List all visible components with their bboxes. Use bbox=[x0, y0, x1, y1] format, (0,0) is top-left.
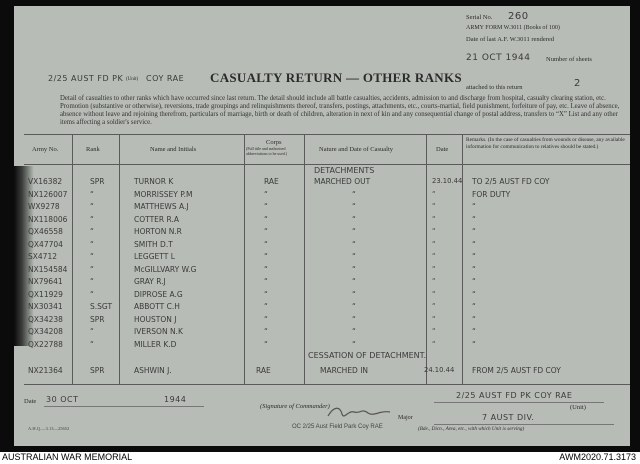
cell-name: MATTHEWS A.J bbox=[134, 202, 189, 211]
cell-remarks: “ bbox=[472, 289, 476, 299]
detachments-heading: DETACHMENTS bbox=[314, 166, 375, 175]
footer-unit-label: (Unit) bbox=[570, 404, 586, 411]
cell-name: McGILLVARY W.G bbox=[134, 264, 197, 274]
footer-division-label: (Bde., Dicn., Area, etc., with which Unit is serving) bbox=[418, 426, 525, 432]
unit-label: (Unit) bbox=[126, 77, 139, 82]
footer-date-label: Date bbox=[24, 398, 37, 405]
cell-remarks: “ bbox=[472, 277, 476, 286]
cessation-name: ASHWIN J. bbox=[134, 366, 172, 375]
cell-date: “ bbox=[432, 277, 436, 285]
col-header-name: Name and Initials bbox=[150, 146, 197, 153]
cell-corps: “ bbox=[264, 289, 268, 299]
cell-name: HORTON N.R bbox=[134, 227, 182, 236]
cell-name: MORRISSEY P.M bbox=[134, 189, 193, 199]
cell-remarks: “ bbox=[472, 252, 476, 261]
army-form-label: ARMY FORM W.3011 (Books of 100) bbox=[466, 25, 560, 31]
cell-army-no: NX154584 bbox=[28, 264, 68, 274]
cell-corps: “ bbox=[264, 202, 268, 211]
cell-date: “ bbox=[432, 339, 436, 348]
last-af-value: 21 OCT 1944 bbox=[466, 53, 531, 63]
cell-army-no: QX46558 bbox=[28, 227, 63, 236]
cell-corps: “ bbox=[264, 302, 268, 311]
col-divider bbox=[462, 134, 463, 384]
cell-nature: “ bbox=[352, 264, 356, 274]
cell-name: LEGGETT L bbox=[134, 252, 175, 261]
cell-army-no: NX79641 bbox=[28, 277, 63, 286]
last-af-label: Date of last A.F. W.3011 rendered bbox=[466, 36, 555, 43]
instructions-text: Detail of casualties to other ranks which have occurred since last return. The detail should include all battle casualties, accidents, admission to and discharge from hospital, casualty clearing station, etc. Promotion (substantive or otherwise), reversions, trade groupings and relinquishments thereof, transfers, postings, attachments, etc., courts-martial, field punishment, forfeiture of pay, etc. Leave of absence, absence without leave and rejoining therefrom, particulars of marriage, birth or death of children, alteration in next of kin and any consequential change of postal address, transfers to “X” List and any other items affecting a soldier's service. bbox=[60, 95, 620, 126]
cell-date: “ bbox=[432, 202, 436, 210]
archive-caption bbox=[0, 452, 640, 464]
casualty-return-form bbox=[14, 6, 630, 446]
cell-nature: “ bbox=[352, 339, 356, 349]
cell-remarks: “ bbox=[472, 314, 476, 324]
cell-army-no: WX9278 bbox=[28, 202, 60, 211]
cell-corps: RAE bbox=[264, 177, 279, 186]
cell-army-no: QX34238 bbox=[28, 314, 63, 324]
cell-nature: “ bbox=[352, 214, 356, 224]
cell-nature: “ bbox=[352, 289, 356, 299]
division-rule bbox=[434, 424, 614, 425]
cell-rank: “ bbox=[90, 339, 94, 349]
cell-rank: “ bbox=[90, 327, 94, 336]
caption-right: AWM2020.71.3173 bbox=[559, 452, 636, 462]
cell-rank: SPR bbox=[90, 314, 105, 324]
cell-rank: “ bbox=[90, 214, 94, 224]
cell-rank: “ bbox=[90, 289, 94, 299]
cell-date: “ bbox=[432, 264, 436, 273]
cell-corps: “ bbox=[264, 227, 268, 236]
cell-army-no: SX4712 bbox=[28, 252, 57, 261]
sheets-label: Number of sheets bbox=[546, 56, 592, 63]
cell-name: HOUSTON J bbox=[134, 314, 177, 324]
cell-remarks: “ bbox=[472, 214, 476, 224]
caption-left: AUSTRALIAN WAR MEMORIAL bbox=[2, 452, 133, 462]
cell-name: TURNOR K bbox=[134, 177, 174, 186]
cell-army-no: NX126007 bbox=[28, 189, 68, 199]
cell-date: 23.10.44 bbox=[432, 177, 463, 185]
cell-nature: “ bbox=[352, 227, 356, 236]
col-header-nature: Nature and Date of Casualty bbox=[319, 146, 394, 153]
cell-nature: “ bbox=[352, 202, 356, 211]
cell-nature: “ bbox=[352, 189, 356, 199]
col-header-date: Date bbox=[436, 146, 449, 153]
cell-date: “ bbox=[432, 189, 436, 198]
col-divider bbox=[72, 134, 73, 384]
cell-remarks: TO 2/5 AUST FD COY bbox=[472, 177, 550, 186]
cell-nature: “ bbox=[352, 314, 356, 324]
cessation-heading: CESSATION OF DETACHMENT. bbox=[308, 351, 427, 360]
cell-remarks: “ bbox=[472, 239, 476, 249]
serial-label: Serial No. bbox=[466, 14, 493, 21]
cell-name: DIPROSE A.G bbox=[134, 289, 183, 299]
cell-rank: “ bbox=[90, 252, 94, 261]
cell-name: COTTER R.A bbox=[134, 214, 179, 224]
cell-remarks: “ bbox=[472, 327, 476, 336]
cell-nature: “ bbox=[352, 239, 356, 249]
cell-date: “ bbox=[432, 314, 436, 323]
cell-rank: “ bbox=[90, 227, 94, 236]
cell-army-no: QX34208 bbox=[28, 327, 63, 336]
unit-stamp: OC 2/25 Aust Field Park Coy RAE bbox=[292, 424, 383, 430]
attached-value: 2 bbox=[574, 78, 581, 89]
cell-corps: “ bbox=[264, 239, 268, 249]
unit-prefix: 2/25 AUST FD PK bbox=[48, 74, 124, 83]
cell-date: “ bbox=[432, 214, 436, 223]
cessation-rank: SPR bbox=[90, 366, 105, 375]
cell-corps: “ bbox=[264, 339, 268, 349]
col-divider bbox=[304, 134, 305, 384]
form-title: CASUALTY RETURN — OTHER RANKS bbox=[210, 70, 462, 85]
cell-corps: “ bbox=[264, 214, 268, 224]
cessation-army-no: NX21364 bbox=[28, 366, 63, 375]
cell-army-no: NX118006 bbox=[28, 214, 68, 224]
cessation-date: 24.10.44 bbox=[424, 366, 455, 374]
col-divider bbox=[426, 134, 427, 384]
cessation-corps: RAE bbox=[256, 366, 271, 375]
cell-nature: “ bbox=[352, 277, 356, 286]
cell-army-no: QX47704 bbox=[28, 239, 63, 249]
col-header-corps-note: (Full title and authorised abbreviations to be used.) bbox=[246, 146, 288, 156]
col-header-remarks: Remarks. (In the case of casualties from wounds or disease, any available information for communication to relatives should be stated.) bbox=[466, 137, 625, 150]
cell-remarks: “ bbox=[472, 302, 476, 311]
table-bottom-rule bbox=[24, 384, 630, 385]
serial-value: 260 bbox=[508, 11, 529, 22]
cell-remarks: “ bbox=[472, 339, 476, 349]
table-top-rule bbox=[24, 134, 630, 135]
cell-nature: MARCHED OUT bbox=[314, 177, 371, 186]
commander-signature-icon bbox=[324, 404, 394, 422]
cell-date: “ bbox=[432, 289, 436, 298]
cell-name: ABBOTT C.H bbox=[134, 302, 180, 311]
signature-rank: Major bbox=[398, 415, 413, 421]
cell-army-no: VX16382 bbox=[28, 177, 63, 186]
cell-rank: S.SGT bbox=[90, 302, 113, 311]
cell-remarks: FOR DUTY bbox=[472, 189, 511, 199]
printer-code: A.H.Q.—3.13—25652 bbox=[28, 426, 70, 431]
cell-remarks: “ bbox=[472, 264, 476, 274]
cell-rank: “ bbox=[90, 239, 94, 249]
col-header-army-no: Army No. bbox=[32, 146, 59, 153]
footer-unit-value: 2/25 AUST FD PK COY RAE bbox=[456, 391, 573, 400]
cell-rank: “ bbox=[90, 264, 94, 274]
cell-corps: “ bbox=[264, 314, 268, 324]
footer-year: 1944 bbox=[164, 395, 187, 404]
cell-name: IVERSON N.K bbox=[134, 327, 183, 336]
signature-label: (Signature of Commander) bbox=[260, 403, 330, 410]
cell-date: “ bbox=[432, 239, 436, 248]
cell-date: “ bbox=[432, 327, 436, 335]
footer-date-value: 30 OCT bbox=[46, 395, 79, 404]
col-header-corps: Corps bbox=[266, 139, 282, 146]
cessation-remarks: FROM 2/5 AUST FD COY bbox=[472, 366, 561, 375]
cell-date: “ bbox=[432, 302, 436, 310]
attached-label: attached to this return bbox=[466, 84, 523, 91]
cell-name: SMITH D.T bbox=[134, 239, 173, 249]
cell-rank: SPR bbox=[90, 177, 105, 186]
cell-corps: “ bbox=[264, 327, 268, 336]
cell-date: “ bbox=[432, 227, 436, 235]
col-divider bbox=[119, 134, 120, 384]
cell-nature: “ bbox=[352, 327, 356, 336]
cell-remarks: “ bbox=[472, 202, 476, 211]
cell-corps: “ bbox=[264, 264, 268, 274]
cell-nature: “ bbox=[352, 252, 356, 261]
cell-nature: “ bbox=[352, 302, 356, 311]
cell-corps: “ bbox=[264, 189, 268, 199]
date-rule bbox=[44, 406, 204, 407]
cell-name: MILLER K.D bbox=[134, 339, 177, 349]
cell-rank: “ bbox=[90, 189, 94, 199]
cell-army-no: NX30341 bbox=[28, 302, 63, 311]
cell-corps: “ bbox=[264, 277, 268, 286]
cell-date: “ bbox=[432, 252, 436, 260]
col-divider bbox=[244, 134, 245, 384]
unit-rule bbox=[434, 402, 604, 403]
cessation-nature: MARCHED IN bbox=[320, 366, 369, 375]
cell-rank: “ bbox=[90, 202, 94, 211]
table-header-rule bbox=[24, 164, 630, 165]
cell-army-no: QX22788 bbox=[28, 339, 63, 349]
col-header-rank: Rank bbox=[86, 146, 100, 153]
cell-corps: “ bbox=[264, 252, 268, 261]
cell-rank: “ bbox=[90, 277, 94, 286]
cell-name: GRAY R.J bbox=[134, 277, 166, 286]
unit-suffix: COY RAE bbox=[146, 74, 185, 83]
cell-remarks: “ bbox=[472, 227, 476, 236]
cell-army-no: QX11929 bbox=[28, 289, 63, 299]
footer-division-value: 7 AUST DIV. bbox=[482, 413, 535, 422]
